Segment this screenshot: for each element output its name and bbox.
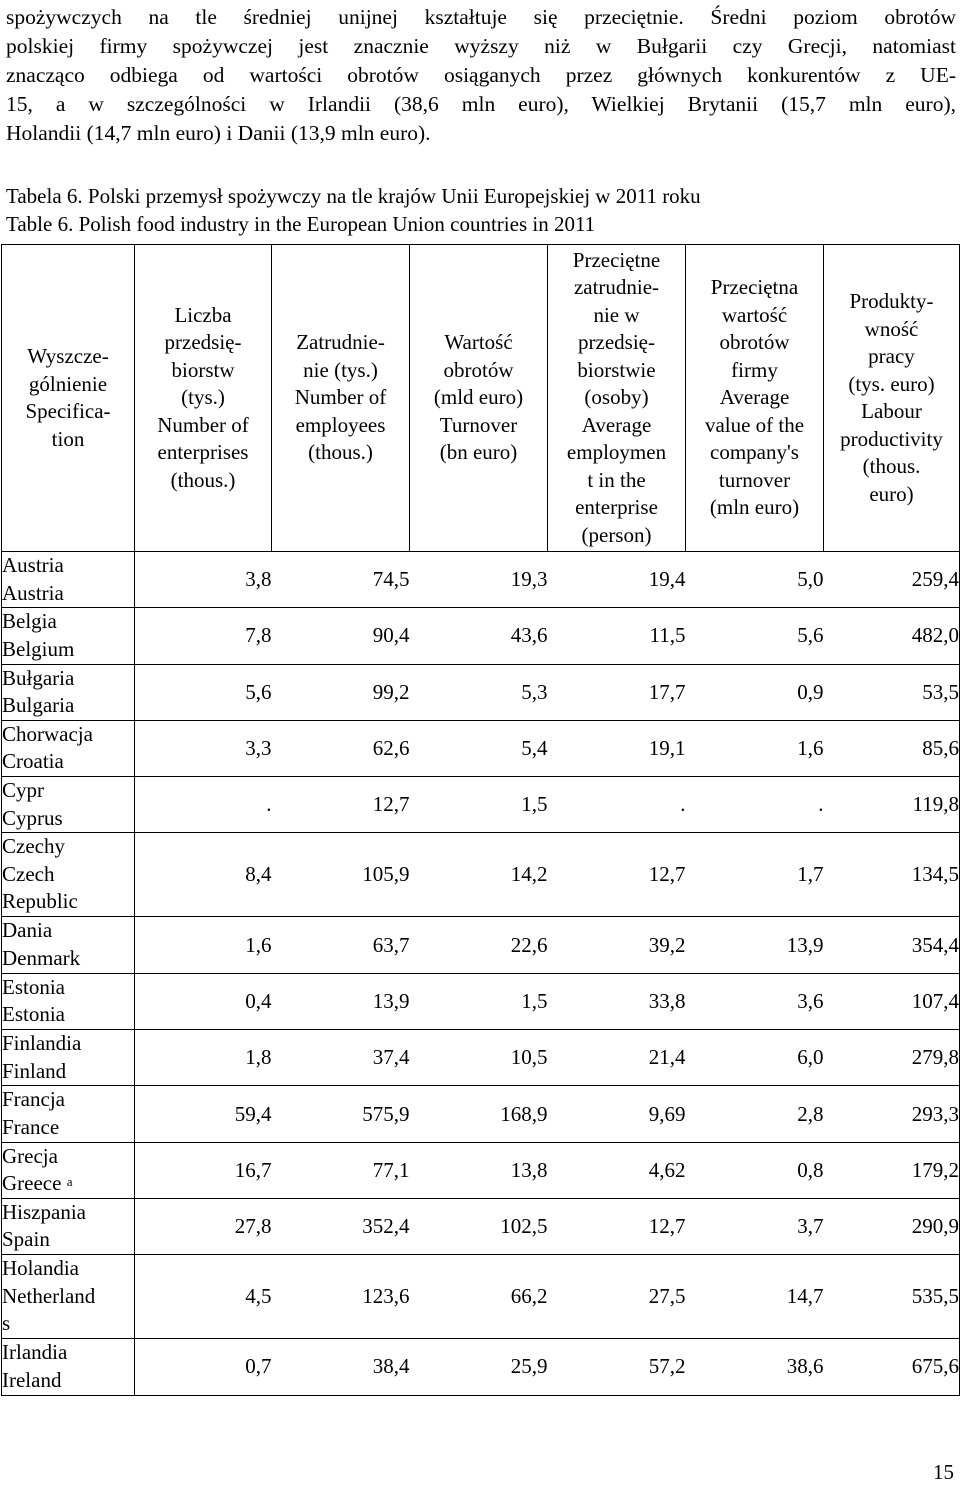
country-name-text: Spain bbox=[2, 1227, 50, 1252]
value-cell: 12,7 bbox=[272, 777, 410, 833]
header-employees bbox=[272, 245, 410, 552]
country-name-text: Finland bbox=[2, 1058, 67, 1083]
value-cell: 13,8 bbox=[410, 1142, 548, 1198]
table-row bbox=[2, 917, 960, 973]
value-cell: 2,8 bbox=[686, 1086, 824, 1142]
header-line: firmy bbox=[731, 357, 778, 382]
country-cell bbox=[2, 1142, 135, 1198]
header-labour-productivity bbox=[824, 245, 960, 552]
value-cell: 43,6 bbox=[410, 608, 548, 664]
country-name-text: Bułgaria bbox=[2, 665, 75, 690]
table-row bbox=[2, 552, 960, 608]
value-cell: 1,8 bbox=[135, 1030, 272, 1086]
country-name-line bbox=[2, 945, 134, 973]
header-line: productivity bbox=[840, 426, 943, 451]
table-row bbox=[2, 833, 960, 917]
value-cell: 179,2 bbox=[824, 1142, 960, 1198]
table-caption-pl: Tabela 6. Polski przemysł spożywczy na tle krajów Unii Europejskiej w 2011 roku bbox=[6, 184, 701, 208]
intro-line: spożywczych na tle średniej unijnej kształtuje się przeciętnie. Średni poziom obrotów bbox=[6, 5, 956, 29]
country-cell bbox=[2, 552, 135, 608]
country-name-text: Republic bbox=[2, 889, 78, 914]
value-cell: 27,8 bbox=[135, 1198, 272, 1254]
country-name-text: Grecja bbox=[2, 1143, 58, 1168]
header-line: Number of bbox=[294, 385, 387, 410]
country-cell bbox=[2, 1086, 135, 1142]
country-cell bbox=[2, 777, 135, 833]
header-line: employees bbox=[295, 412, 386, 437]
country-name-text: Dania bbox=[2, 918, 53, 943]
value-cell: 9,69 bbox=[548, 1086, 686, 1142]
header-line: wartość bbox=[721, 302, 788, 327]
country-name-text: Netherland bbox=[2, 1283, 96, 1308]
header-line: (person) bbox=[581, 522, 652, 547]
country-cell bbox=[2, 1255, 135, 1339]
header-line: obrotów bbox=[719, 330, 790, 355]
header-line: Average bbox=[581, 412, 652, 437]
country-name-line bbox=[2, 1058, 134, 1086]
value-cell: 27,5 bbox=[548, 1255, 686, 1339]
header-line: t in the bbox=[587, 467, 646, 492]
country-name-text: Czech bbox=[2, 861, 55, 886]
value-cell: 19,1 bbox=[548, 720, 686, 776]
value-cell: 53,5 bbox=[824, 664, 960, 720]
country-name-line bbox=[2, 692, 134, 720]
value-cell: 99,2 bbox=[272, 664, 410, 720]
value-cell: 3,8 bbox=[135, 552, 272, 608]
country-name-line bbox=[2, 805, 134, 833]
country-name-line bbox=[2, 888, 134, 916]
value-cell: 14,2 bbox=[410, 833, 548, 917]
value-cell: 11,5 bbox=[548, 608, 686, 664]
country-name-line bbox=[2, 1199, 134, 1227]
country-cell bbox=[2, 608, 135, 664]
country-name-line bbox=[2, 1170, 134, 1198]
header-line: wność bbox=[864, 316, 919, 341]
country-name-text: Francja bbox=[2, 1087, 65, 1112]
header-line: (tys.) bbox=[181, 385, 225, 410]
value-cell: . bbox=[135, 777, 272, 833]
value-cell: 293,3 bbox=[824, 1086, 960, 1142]
value-cell: 3,3 bbox=[135, 720, 272, 776]
header-line: (bn euro) bbox=[439, 440, 518, 465]
country-cell bbox=[2, 1030, 135, 1086]
country-name-text: Bulgaria bbox=[2, 693, 75, 718]
intro-line: 15, a w szczególności w Irlandii (38,6 mln euro), Wielkiej Brytanii (15,7 mln euro), bbox=[6, 92, 956, 116]
table-row bbox=[2, 1030, 960, 1086]
header-line: nie w bbox=[593, 302, 640, 327]
value-cell: 134,5 bbox=[824, 833, 960, 917]
country-name-line bbox=[2, 608, 134, 636]
country-name-text: Estonia bbox=[2, 1002, 65, 1027]
value-cell: 90,4 bbox=[272, 608, 410, 664]
value-cell: 13,9 bbox=[272, 973, 410, 1029]
header-line: Wartość bbox=[444, 330, 513, 355]
value-cell: 290,9 bbox=[824, 1198, 960, 1254]
header-line: Wyszcze- bbox=[27, 344, 109, 368]
table-row bbox=[2, 777, 960, 833]
header-line: company's bbox=[710, 440, 799, 465]
header-line: zatrudnie- bbox=[573, 275, 660, 300]
value-cell: . bbox=[686, 777, 824, 833]
value-cell: 57,2 bbox=[548, 1339, 686, 1395]
country-name-text: Croatia bbox=[2, 749, 64, 774]
table-row bbox=[2, 1339, 960, 1395]
header-line: gólnienie bbox=[28, 371, 108, 396]
value-cell: 102,5 bbox=[410, 1198, 548, 1254]
header-line: (thous.) bbox=[308, 440, 373, 465]
value-cell: 1,6 bbox=[686, 720, 824, 776]
country-name-text: Estonia bbox=[2, 974, 65, 999]
value-cell: 85,6 bbox=[824, 720, 960, 776]
value-cell: 119,8 bbox=[824, 777, 960, 833]
value-cell: 1,5 bbox=[410, 777, 548, 833]
country-name-text: Chorwacja bbox=[2, 721, 93, 746]
value-cell: 37,4 bbox=[272, 1030, 410, 1086]
value-cell: 4,62 bbox=[548, 1142, 686, 1198]
value-cell: 5,0 bbox=[686, 552, 824, 608]
value-cell: 8,4 bbox=[135, 833, 272, 917]
value-cell: 107,4 bbox=[824, 973, 960, 1029]
table-caption-en: Table 6. Polish food industry in the European Union countries in 2011 bbox=[6, 212, 596, 236]
value-cell: 63,7 bbox=[272, 917, 410, 973]
intro-line: Holandii (14,7 mln euro) i Danii (13,9 mln euro). bbox=[6, 121, 431, 145]
country-name-line bbox=[2, 1226, 134, 1254]
country-name-text: Belgia bbox=[2, 609, 57, 634]
header-line: (mln euro) bbox=[709, 495, 800, 520]
header-line: tion bbox=[51, 426, 85, 451]
header-line: biorstwie bbox=[577, 357, 656, 382]
value-cell: 279,8 bbox=[824, 1030, 960, 1086]
value-cell: 38,4 bbox=[272, 1339, 410, 1395]
country-name-text: Belgium bbox=[2, 636, 75, 661]
country-name-text: Denmark bbox=[2, 945, 81, 970]
value-cell: 354,4 bbox=[824, 917, 960, 973]
header-line: turnover bbox=[718, 467, 791, 492]
header-turnover bbox=[410, 245, 548, 552]
table-row bbox=[2, 1142, 960, 1198]
header-specification bbox=[2, 245, 135, 552]
value-cell: 105,9 bbox=[272, 833, 410, 917]
header-line: (thous.) bbox=[170, 467, 236, 492]
value-cell: 535,5 bbox=[824, 1255, 960, 1339]
value-cell: 38,6 bbox=[686, 1339, 824, 1395]
value-cell: 0,9 bbox=[686, 664, 824, 720]
country-name-line bbox=[2, 1367, 134, 1395]
value-cell: 259,4 bbox=[824, 552, 960, 608]
country-name-line bbox=[2, 1255, 134, 1283]
value-cell: 22,6 bbox=[410, 917, 548, 973]
value-cell: 77,1 bbox=[272, 1142, 410, 1198]
value-cell: 0,4 bbox=[135, 973, 272, 1029]
country-name-line bbox=[2, 1310, 134, 1338]
country-cell bbox=[2, 973, 135, 1029]
value-cell: 7,8 bbox=[135, 608, 272, 664]
country-name-text: Finlandia bbox=[2, 1031, 82, 1056]
value-cell: 3,7 bbox=[686, 1198, 824, 1254]
value-cell: 5,6 bbox=[686, 608, 824, 664]
country-name-line bbox=[2, 1339, 134, 1367]
value-cell: . bbox=[548, 777, 686, 833]
country-name-line bbox=[2, 1030, 134, 1058]
header-line: przedsię- bbox=[164, 330, 242, 355]
country-name-line bbox=[2, 1086, 134, 1114]
country-name-text: Hiszpania bbox=[2, 1199, 86, 1224]
country-name-line bbox=[2, 665, 134, 693]
country-name-text: Cyprus bbox=[2, 805, 63, 830]
header-line: (osoby) bbox=[584, 385, 649, 410]
header-line: biorstw bbox=[171, 357, 235, 382]
header-line: enterprises bbox=[157, 440, 249, 465]
country-name-text: Greece bbox=[2, 1171, 62, 1196]
country-name-text: Ireland bbox=[2, 1367, 62, 1392]
country-name-text: Czechy bbox=[2, 834, 65, 859]
table-row bbox=[2, 720, 960, 776]
table-row bbox=[2, 1255, 960, 1339]
country-name-line bbox=[2, 580, 134, 608]
header-line: nie (tys.) bbox=[303, 357, 378, 382]
country-name-text: Austria bbox=[2, 553, 64, 577]
header-row bbox=[2, 245, 960, 552]
value-cell: 4,5 bbox=[135, 1255, 272, 1339]
header-line: value of the bbox=[704, 412, 805, 437]
country-name-line bbox=[2, 1143, 134, 1171]
value-cell: 19,3 bbox=[410, 552, 548, 608]
value-cell: 59,4 bbox=[135, 1086, 272, 1142]
header-line: (mld euro) bbox=[433, 385, 524, 410]
footnote-marker: a bbox=[66, 1174, 73, 1190]
table-row bbox=[2, 1198, 960, 1254]
country-name-line bbox=[2, 1001, 134, 1029]
header-line: Produkty- bbox=[849, 289, 934, 313]
header-line: Average bbox=[719, 385, 790, 410]
header-line: Turnover bbox=[439, 412, 518, 437]
country-name-line bbox=[2, 748, 134, 776]
value-cell: 17,7 bbox=[548, 664, 686, 720]
header-enterprises bbox=[135, 245, 272, 552]
value-cell: 1,6 bbox=[135, 917, 272, 973]
country-name-line bbox=[2, 636, 134, 664]
value-cell: 482,0 bbox=[824, 608, 960, 664]
value-cell: 62,6 bbox=[272, 720, 410, 776]
value-cell: 19,4 bbox=[548, 552, 686, 608]
table-row bbox=[2, 608, 960, 664]
intro-line: polskiej firmy spożywczej jest znacznie wyższy niż w Bułgarii czy Grecji, natomiast bbox=[6, 34, 956, 58]
value-cell: 123,6 bbox=[272, 1255, 410, 1339]
value-cell: 74,5 bbox=[272, 552, 410, 608]
header-line: euro) bbox=[869, 481, 914, 506]
page-number: 15 bbox=[933, 1460, 954, 1484]
header-line: przedsię- bbox=[578, 330, 655, 355]
intro-paragraph bbox=[6, 3, 956, 148]
value-cell: 25,9 bbox=[410, 1339, 548, 1395]
country-name-text: Austria bbox=[2, 580, 64, 605]
value-cell: 1,7 bbox=[686, 833, 824, 917]
value-cell: 6,0 bbox=[686, 1030, 824, 1086]
value-cell: 575,9 bbox=[272, 1086, 410, 1142]
header-avg-turnover bbox=[686, 245, 824, 552]
value-cell: 5,6 bbox=[135, 664, 272, 720]
value-cell: 3,6 bbox=[686, 973, 824, 1029]
value-cell: 675,6 bbox=[824, 1339, 960, 1395]
country-name-line bbox=[2, 1283, 134, 1311]
country-cell bbox=[2, 720, 135, 776]
header-line: Labour bbox=[861, 399, 922, 423]
header-line: Specifica- bbox=[25, 399, 111, 423]
country-cell bbox=[2, 833, 135, 917]
value-cell: 168,9 bbox=[410, 1086, 548, 1142]
country-name-line bbox=[2, 833, 134, 861]
country-cell bbox=[2, 917, 135, 973]
country-cell bbox=[2, 1198, 135, 1254]
value-cell: 5,3 bbox=[410, 664, 548, 720]
country-name-text: Cypr bbox=[2, 778, 44, 803]
country-cell bbox=[2, 664, 135, 720]
country-name-text: France bbox=[2, 1114, 60, 1139]
value-cell: 12,7 bbox=[548, 833, 686, 917]
table-row bbox=[2, 1086, 960, 1142]
table-row bbox=[2, 973, 960, 1029]
value-cell: 33,8 bbox=[548, 973, 686, 1029]
country-name-line bbox=[2, 861, 134, 889]
country-name-text: Holandia bbox=[2, 1256, 79, 1281]
country-cell bbox=[2, 1339, 135, 1395]
value-cell: 12,7 bbox=[548, 1198, 686, 1254]
header-line: Number of bbox=[157, 412, 249, 437]
value-cell: 39,2 bbox=[548, 917, 686, 973]
value-cell: 0,7 bbox=[135, 1339, 272, 1395]
table-row bbox=[2, 664, 960, 720]
country-name-text: Irlandia bbox=[2, 1340, 68, 1365]
country-name-line bbox=[2, 1114, 134, 1142]
country-name-text: s bbox=[2, 1311, 11, 1336]
country-name-line bbox=[2, 552, 134, 580]
header-line: Przeciętna bbox=[710, 275, 799, 300]
value-cell: 5,4 bbox=[410, 720, 548, 776]
value-cell: 14,7 bbox=[686, 1255, 824, 1339]
header-line: Liczba bbox=[174, 302, 232, 327]
header-line: obrotów bbox=[443, 357, 514, 382]
value-cell: 13,9 bbox=[686, 917, 824, 973]
header-line: (tys. euro) bbox=[848, 371, 935, 396]
country-name-line bbox=[2, 721, 134, 749]
header-line: (thous. bbox=[862, 454, 921, 478]
country-name-line bbox=[2, 917, 134, 945]
country-name-line bbox=[2, 777, 134, 805]
value-cell: 16,7 bbox=[135, 1142, 272, 1198]
value-cell: 352,4 bbox=[272, 1198, 410, 1254]
header-line: Zatrudnie- bbox=[296, 330, 385, 355]
food-industry-table bbox=[1, 244, 960, 1396]
intro-line: znacząco odbiega od wartości obrotów osiąganych przez głównych konkurentów z UE- bbox=[6, 63, 956, 87]
header-avg-employment bbox=[548, 245, 686, 552]
header-line: pracy bbox=[868, 344, 915, 368]
value-cell: 1,5 bbox=[410, 973, 548, 1029]
value-cell: 66,2 bbox=[410, 1255, 548, 1339]
header-line: employmen bbox=[566, 440, 667, 465]
value-cell: 10,5 bbox=[410, 1030, 548, 1086]
header-line: Przeciętne bbox=[572, 247, 661, 272]
country-name-line bbox=[2, 974, 134, 1002]
header-line: enterprise bbox=[575, 495, 658, 520]
value-cell: 21,4 bbox=[548, 1030, 686, 1086]
value-cell: 0,8 bbox=[686, 1142, 824, 1198]
